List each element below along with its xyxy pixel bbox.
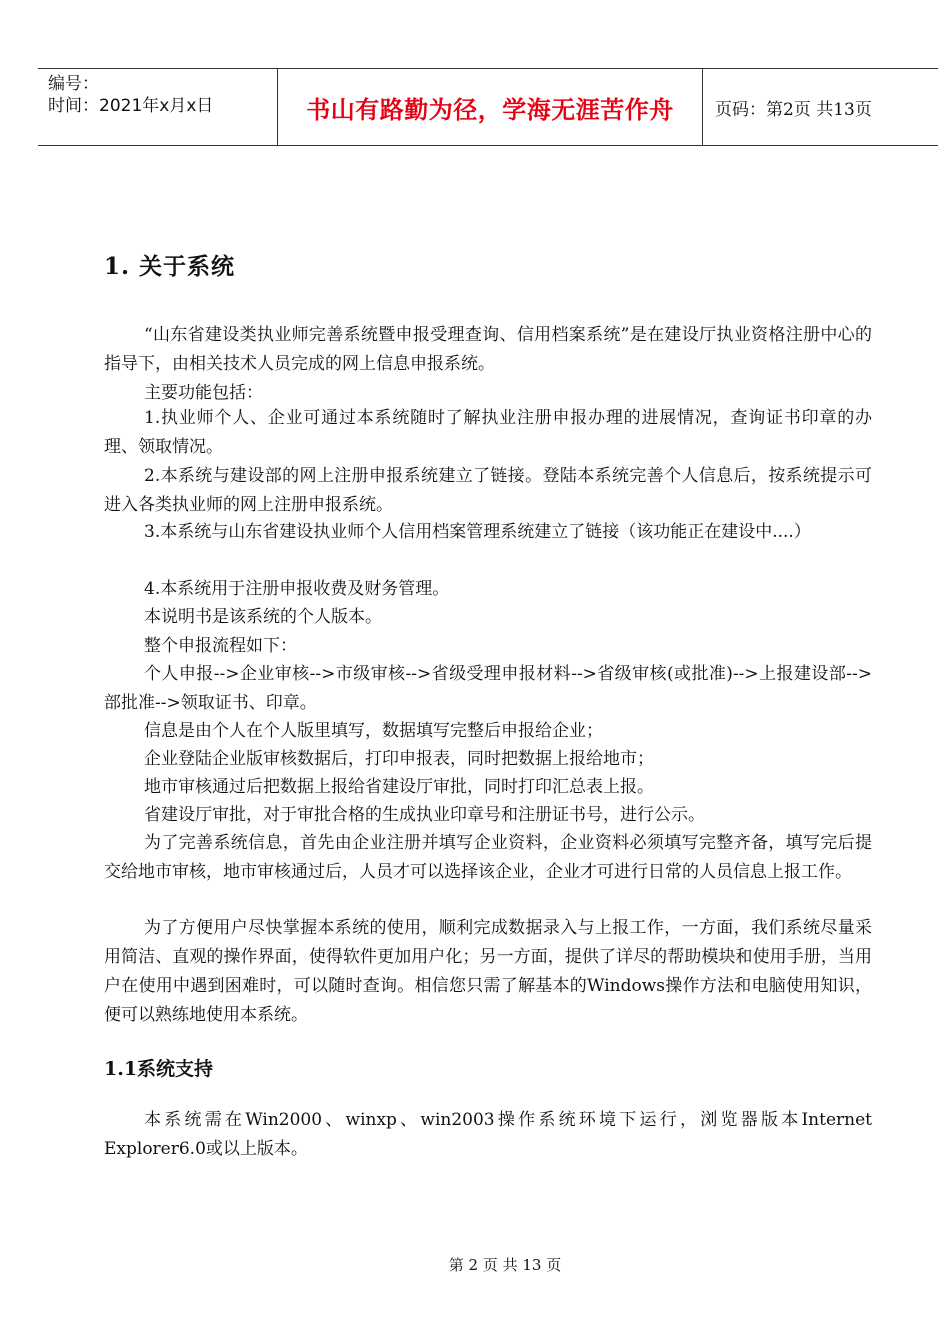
paragraph: 省建设厅审批，对于审批合格的生成执业印章号和注册证书号，进行公示。 [144, 805, 705, 825]
header-motto: 书山有路勤为径，学海无涯苦作舟 [278, 69, 703, 145]
header-number-label: 编号： [48, 74, 99, 94]
paragraph: 本系统需在Win2000、winxp、win2003操作系统环境下运行，浏览器版本Internet Explorer6.0或以上版本。 [104, 1110, 872, 1159]
header-page-info: 页码：第2页 共13页 [715, 99, 872, 120]
paragraph: 个人申报-->企业审核-->市级审核-->省级受理申报材料-->省级审核(或批准)-->上报建设部-->部批准-->领取证书、印章。 [104, 664, 872, 713]
paragraph: 为了方便用户尽快掌握本系统的使用，顺利完成数据录入与上报工作，一方面，我们系统尽量采用简洁、直观的操作界面，使得软件更加用户化；另一方面，提供了详尽的帮助模块和使用手册，当用户在使用中遇到困难时，可以随时查询。相信您只需了解基本的Windows操作方法和电脑使用知识，便可以熟练地使用本系统。 [104, 918, 872, 1025]
paragraph: 信息是由个人在个人版里填写，数据填写完整后申报给企业； [144, 721, 603, 741]
header-meta [38, 69, 278, 145]
paragraph: 整个申报流程如下： [144, 636, 297, 656]
paragraph: 2.本系统与建设部的网上注册申报系统建立了链接。登陆本系统完善个人信息后，按系统提示可进入各类执业师的网上注册申报系统。 [104, 466, 872, 515]
paragraph: 主要功能包括： [144, 383, 263, 403]
paragraph: “山东省建设类执业师完善系统暨申报受理查询、信用档案系统”是在建设厅执业资格注册中心的指导下，由相关技术人员完成的网上信息申报系统。 [104, 325, 872, 374]
paragraph: 本说明书是该系统的个人版本。 [144, 607, 382, 627]
section-1-title: 1. 关于系统 [104, 253, 236, 280]
section-1-1-title: 1.1系统支持 [104, 1058, 214, 1080]
paragraph: 3.本系统与山东省建设执业师个人信用档案管理系统建立了链接（该功能正在建设中....） [144, 522, 811, 542]
paragraph: 企业登陆企业版审核数据后，打印申报表，同时把数据上报给地市； [144, 749, 654, 769]
paragraph: 为了完善系统信息，首先由企业注册并填写企业资料，企业资料必须填写完整齐备，填写完后提交给地市审核，地市审核通过后，人员才可以选择该企业，企业才可进行日常的人员信息上报工作。 [104, 833, 872, 882]
page-footer: 第 2 页 共 13 页 [448, 1256, 562, 1274]
header-time-label: 时间：2021年x月x日 [48, 96, 214, 116]
paragraph: 4.本系统用于注册申报收费及财务管理。 [144, 579, 450, 599]
page-header [38, 68, 938, 146]
paragraph: 1.执业师个人、企业可通过本系统随时了解执业注册申报办理的进展情况，查询证书印章的办理、领取情况。 [104, 408, 872, 457]
paragraph: 地市审核通过后把数据上报给省建设厅审批，同时打印汇总表上报。 [144, 777, 654, 797]
